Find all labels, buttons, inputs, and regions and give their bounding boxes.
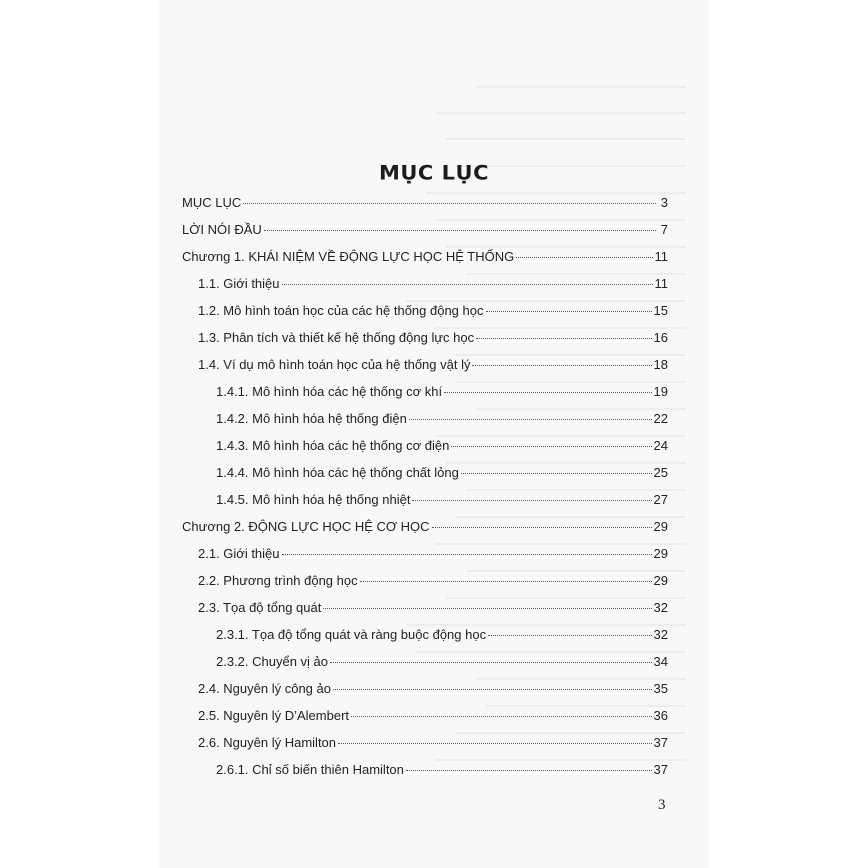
toc-entry-label: 1.4.4. Mô hình hóa các hệ thống chất lỏng bbox=[216, 465, 459, 480]
toc-entry-page: 3 bbox=[660, 195, 668, 210]
leader-dots bbox=[488, 635, 651, 636]
leader-dots bbox=[282, 554, 652, 555]
toc-entry[interactable] bbox=[216, 438, 668, 453]
leader-dots bbox=[486, 311, 652, 312]
toc-entry[interactable] bbox=[198, 735, 668, 750]
toc-entry-label: 2.3.1. Tọa độ tổng quát và ràng buộc động học bbox=[216, 627, 487, 642]
toc-entry[interactable] bbox=[198, 546, 668, 561]
toc-entry-page: 37 bbox=[653, 735, 668, 750]
toc-entry-label: 2.4. Nguyên lý công ảo bbox=[198, 681, 331, 696]
toc-entry-page: 11 bbox=[654, 276, 668, 291]
toc-entry-page: 11 bbox=[654, 249, 668, 264]
toc-entry[interactable] bbox=[198, 708, 668, 723]
leader-dots bbox=[516, 257, 652, 258]
toc-entry[interactable] bbox=[198, 276, 668, 291]
toc-entry[interactable] bbox=[198, 303, 668, 318]
toc-entry-label: 1.3. Phân tích và thiết kế hệ thống động lực học bbox=[198, 330, 475, 345]
toc-entry-label: 1.4. Ví dụ mô hình toán học của hệ thống vật lý bbox=[198, 357, 471, 372]
toc-entry-page: 32 bbox=[653, 600, 668, 615]
toc-entry[interactable] bbox=[198, 573, 668, 588]
leader-dots bbox=[412, 500, 651, 501]
toc-entry[interactable] bbox=[216, 465, 668, 480]
leader-dots bbox=[432, 527, 652, 528]
toc-entry-label: 1.2. Mô hình toán học của các hệ thống động học bbox=[198, 303, 484, 318]
toc-entry[interactable] bbox=[216, 654, 668, 669]
book-page bbox=[160, 0, 708, 868]
toc-entry-page: 29 bbox=[653, 573, 668, 588]
toc-entry-page: 18 bbox=[653, 357, 668, 372]
toc-entry[interactable] bbox=[198, 600, 668, 615]
toc-entry-page: 16 bbox=[653, 330, 668, 345]
leader-dots bbox=[351, 716, 652, 717]
leader-dots bbox=[409, 419, 652, 420]
toc-entry[interactable] bbox=[182, 519, 668, 534]
toc-entry-label: Chương 2. ĐỘNG LỰC HỌC HỆ CƠ HỌC bbox=[182, 519, 430, 534]
toc-entry-label: MỤC LỤC bbox=[182, 195, 242, 210]
leader-dots bbox=[243, 203, 656, 204]
toc-entry[interactable] bbox=[182, 222, 668, 237]
toc-entry-page: 32 bbox=[653, 627, 668, 642]
leader-dots bbox=[472, 365, 651, 366]
toc-entry-page: 36 bbox=[653, 708, 668, 723]
toc-entry-label: 1.4.5. Mô hình hóa hệ thống nhiệt bbox=[216, 492, 411, 507]
toc-entry-label: 2.2. Phương trình động học bbox=[198, 573, 358, 588]
toc-entry[interactable] bbox=[198, 357, 668, 372]
leader-dots bbox=[451, 446, 651, 447]
toc-entry[interactable] bbox=[216, 384, 668, 399]
toc-entry-page: 34 bbox=[653, 654, 668, 669]
leader-dots bbox=[338, 743, 652, 744]
toc-entry[interactable] bbox=[216, 411, 668, 426]
toc-entry-label: 1.4.1. Mô hình hóa các hệ thống cơ khí bbox=[216, 384, 443, 399]
toc-entry-label: 2.3. Tọa độ tổng quát bbox=[198, 600, 322, 615]
leader-dots bbox=[333, 689, 652, 690]
toc-entry-page: 29 bbox=[653, 519, 668, 534]
toc-entry-label: LỜI NÓI ĐẦU bbox=[182, 222, 262, 237]
leader-dots bbox=[282, 284, 653, 285]
toc-entry-label: 2.3.2. Chuyển vị ảo bbox=[216, 654, 329, 669]
toc-entry-label: 1.4.3. Mô hình hóa các hệ thống cơ điện bbox=[216, 438, 450, 453]
table-of-contents bbox=[160, 0, 708, 868]
toc-entry[interactable] bbox=[198, 330, 668, 345]
leader-dots bbox=[323, 608, 651, 609]
page-title: MỤC LỤC bbox=[378, 161, 490, 185]
toc-entry[interactable] bbox=[198, 681, 668, 696]
leader-dots bbox=[360, 581, 652, 582]
toc-entry-label: 2.6.1. Chỉ số biến thiên Hamilton bbox=[216, 762, 404, 777]
leader-dots bbox=[264, 230, 656, 231]
toc-entry[interactable] bbox=[216, 627, 668, 642]
toc-entry-page: 24 bbox=[653, 438, 668, 453]
toc-entry-label: 2.1. Giới thiệu bbox=[198, 546, 280, 561]
leader-dots bbox=[476, 338, 651, 339]
toc-entry-page: 15 bbox=[653, 303, 668, 318]
leader-dots bbox=[406, 770, 652, 771]
toc-entry-label: Chương 1. KHÁI NIỆM VỀ ĐỘNG LỰC HỌC HỆ THỐNG bbox=[182, 249, 515, 264]
toc-entry-page: 35 bbox=[653, 681, 668, 696]
toc-entry-label: 1.1. Giới thiệu bbox=[198, 276, 280, 291]
toc-entry-page: 37 bbox=[653, 762, 668, 777]
toc-entry-page: 22 bbox=[653, 411, 668, 426]
toc-entry-page: 19 bbox=[653, 384, 668, 399]
toc-entry[interactable] bbox=[216, 492, 668, 507]
toc-entry-label: 2.6. Nguyên lý Hamilton bbox=[198, 735, 337, 750]
leader-dots bbox=[444, 392, 651, 393]
toc-entry[interactable] bbox=[182, 249, 668, 264]
toc-entry[interactable] bbox=[216, 762, 668, 777]
toc-entry-label: 1.4.2. Mô hình hóa hệ thống điện bbox=[216, 411, 407, 426]
toc-entry-page: 29 bbox=[653, 546, 668, 561]
toc-entry-page: 27 bbox=[653, 492, 668, 507]
toc-entry-page: 25 bbox=[653, 465, 668, 480]
toc-entry-label: 2.5. Nguyên lý D’Alembert bbox=[198, 708, 350, 723]
leader-dots bbox=[330, 662, 652, 663]
page-number: 3 bbox=[658, 797, 666, 813]
toc-entry-page: 7 bbox=[660, 222, 668, 237]
toc-entry[interactable] bbox=[182, 195, 668, 210]
leader-dots bbox=[461, 473, 652, 474]
